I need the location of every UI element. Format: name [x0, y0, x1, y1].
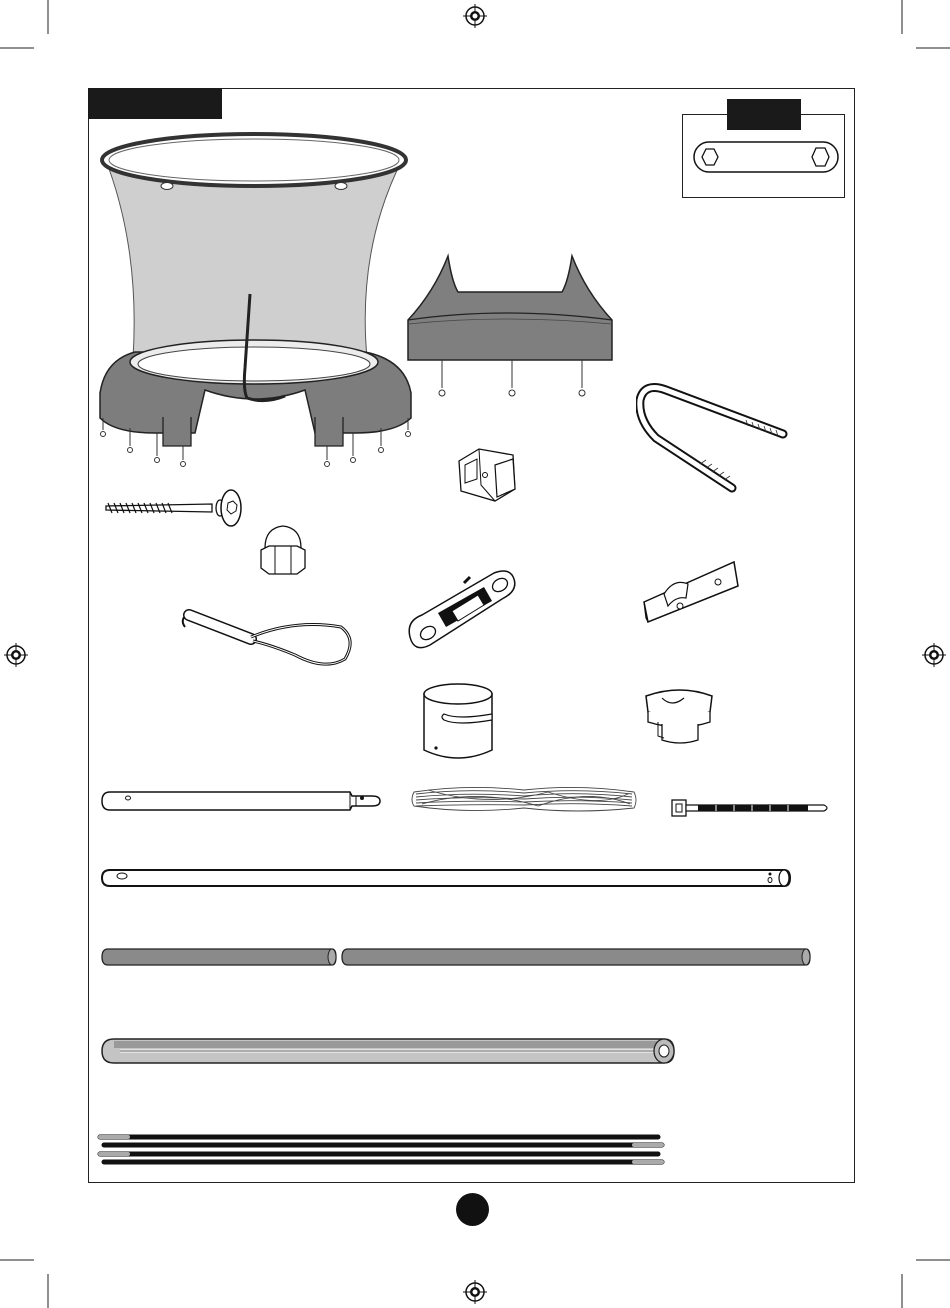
bungee-cord-icon — [175, 605, 357, 671]
acorn-nut-icon — [257, 522, 309, 578]
long-pole-icon — [100, 866, 794, 890]
sleeve-icon — [100, 1036, 680, 1066]
pole-cap-icon — [418, 680, 498, 762]
enclosure-net-icon — [95, 128, 415, 473]
canopy-icon — [404, 252, 616, 404]
clip-icon — [455, 445, 525, 505]
registration-mark-bottom — [463, 1280, 487, 1304]
registration-mark-right — [922, 643, 946, 667]
fiberglass-rods-icon — [96, 1130, 668, 1170]
top-cap-icon — [640, 682, 720, 748]
section-title-tab — [88, 88, 222, 119]
registration-mark-top — [463, 4, 487, 28]
bracket-icon — [638, 552, 742, 628]
page-number-badge — [456, 1193, 489, 1226]
tool-title-tab — [727, 99, 801, 130]
short-foam-tube-icon — [100, 946, 340, 968]
cord-bundle-icon — [408, 778, 640, 818]
strap-buckle-icon — [404, 565, 519, 655]
long-foam-tube-icon — [340, 946, 814, 968]
registration-mark-left — [4, 643, 28, 667]
wrench-icon — [692, 140, 840, 174]
lower-pole-icon — [100, 788, 384, 814]
cable-tie-icon — [668, 796, 832, 820]
bolt-icon — [100, 486, 246, 530]
u-bolt-icon — [636, 380, 796, 495]
